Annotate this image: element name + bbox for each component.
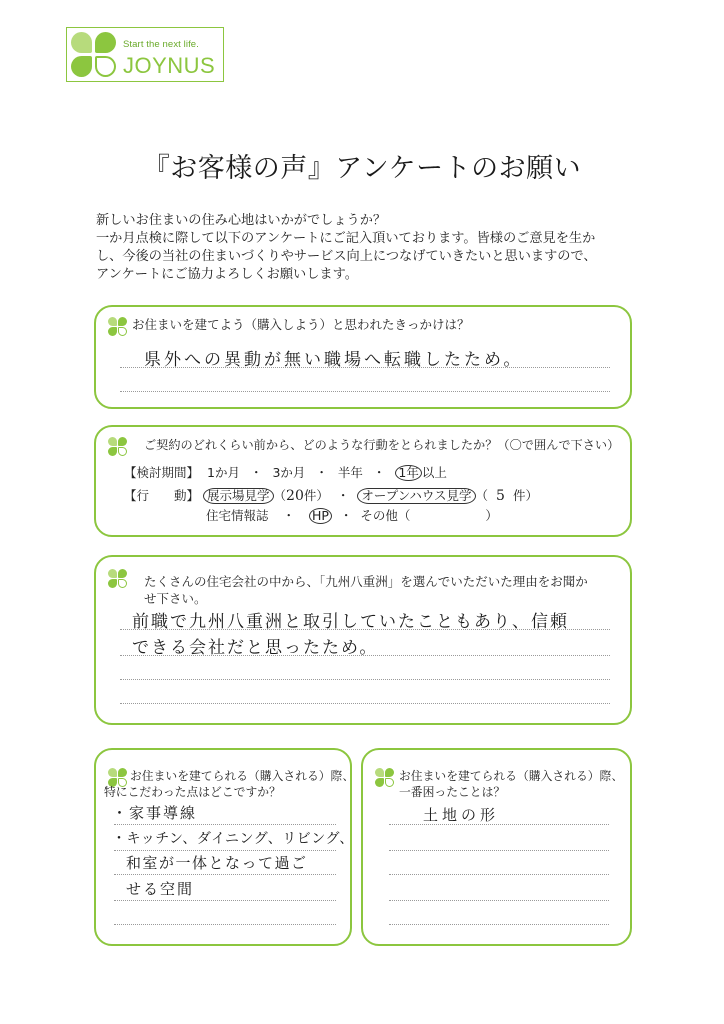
question-panel-focus	[94, 748, 355, 946]
handwritten-answer[interactable]: せる空間	[126, 880, 195, 898]
answer-line	[120, 391, 610, 392]
question-panel-motivation	[94, 305, 632, 409]
intro-text	[96, 212, 656, 284]
page-title: 『お客様の声』アンケートのお願い	[142, 153, 582, 184]
answer-line	[114, 824, 336, 825]
period-option-selected[interactable]: 1年	[395, 465, 421, 481]
period-option[interactable]: 半年	[337, 465, 363, 480]
paren: 件）	[512, 488, 538, 503]
handwritten-answer[interactable]: 土地の形	[423, 806, 500, 824]
separator: ・	[339, 508, 353, 523]
answer-line	[114, 874, 336, 875]
clover-logo-icon	[71, 32, 117, 78]
answer-line	[389, 824, 609, 825]
question-text: お住まいを建てよう（購入しよう）と思われたきっかけは？	[132, 317, 470, 332]
answer-line	[114, 924, 336, 925]
intro-line: 一か月点検に際して以下のアンケートにご記入頂いております。皆様のご意見を生か	[96, 231, 596, 246]
period-option[interactable]: 1か月	[207, 465, 240, 480]
intro-line: 新しいお住まいの住み心地はいかがでしょうか？	[96, 213, 387, 228]
handwritten-count[interactable]: 20	[286, 488, 304, 504]
question-text: 一番困ったことは？	[399, 785, 506, 799]
clover-bullet-icon	[375, 768, 395, 788]
paren: （	[273, 488, 287, 503]
separator: ・	[249, 465, 263, 480]
answer-line	[114, 850, 336, 851]
question-panel-reason	[94, 555, 632, 725]
separator: ・	[336, 488, 350, 503]
handwritten-count[interactable]: 5	[496, 488, 505, 504]
period-row	[124, 463, 447, 481]
handwritten-answer[interactable]: 前職で九州八重洲と取引していたこともあり、信頼	[132, 612, 569, 632]
separator: ・	[282, 508, 296, 523]
period-option[interactable]: 3か月	[272, 465, 306, 480]
intro-line: し、今後の当社の住まいづくりやサービス向上につなげていきたいと思いますので、	[96, 249, 597, 264]
answer-line	[120, 679, 610, 680]
action-row-2	[206, 506, 498, 524]
handwritten-answer[interactable]: できる会社だと思ったため。	[132, 638, 379, 658]
handwritten-answer[interactable]: ・家事導線	[112, 804, 198, 822]
question-panel-actions	[94, 425, 632, 537]
handwritten-answer[interactable]: 県外への異動が無い職場へ転職したため。	[144, 350, 524, 370]
answer-line	[120, 629, 610, 630]
separator: ・	[372, 465, 386, 480]
answer-line	[120, 367, 610, 368]
clover-bullet-icon	[108, 317, 128, 337]
action-label: 【行 動】	[124, 488, 200, 503]
question-text: お住まいを建てられる（購入される）際、	[399, 769, 624, 783]
question-text: お住まいを建てられる（購入される）際、	[130, 769, 355, 783]
clover-bullet-icon	[108, 569, 128, 589]
action-option[interactable]: その他（ ）	[360, 508, 498, 523]
answer-line	[389, 900, 609, 901]
handwritten-answer[interactable]: 和室が一体となって過ご	[126, 854, 308, 872]
clover-bullet-icon	[108, 437, 128, 457]
answer-line	[114, 900, 336, 901]
intro-line: アンケートにご協力よろしくお願いします。	[96, 267, 358, 282]
action-option[interactable]: 住宅情報誌	[206, 508, 269, 523]
paren: （	[475, 488, 489, 503]
logo-tagline: Start the next life.	[123, 39, 199, 50]
handwritten-answer[interactable]: ・キッチン、ダイニング、リビング、	[112, 831, 354, 847]
answer-line	[389, 874, 609, 875]
answer-line	[389, 924, 609, 925]
paren: 件）	[303, 488, 329, 503]
answer-line	[120, 703, 610, 704]
period-label: 【検討期間】	[124, 465, 200, 480]
action-option-selected[interactable]: 展示場見学	[203, 488, 274, 504]
question-panel-trouble	[361, 748, 632, 946]
logo-brand: JOYNUS	[123, 53, 216, 78]
question-text: 特にこだわった点はどこですか？	[104, 785, 281, 799]
question-text: ご契約のどれくらい前から、どのような行動をとられましたか？（〇で囲んで下さい）	[144, 438, 620, 452]
answer-line	[389, 850, 609, 851]
answer-line	[120, 655, 610, 656]
period-option-suffix: 以上	[421, 465, 447, 480]
action-row	[124, 486, 538, 504]
question-text: せ下さい。	[144, 591, 207, 606]
separator: ・	[315, 465, 328, 480]
action-option-selected[interactable]: HP	[309, 508, 332, 524]
joynus-logo	[66, 27, 224, 82]
action-option-selected[interactable]: オープンハウス見学	[357, 488, 475, 504]
question-text: たくさんの住宅会社の中から、「九州八重洲」を選んでいただいた理由をお聞か	[144, 574, 588, 589]
